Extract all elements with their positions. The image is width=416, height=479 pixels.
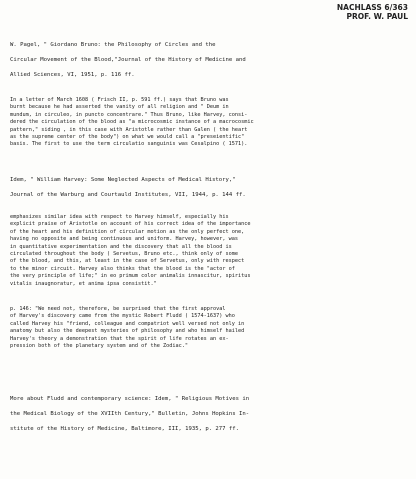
reference-pagel-bruno bbox=[10, 38, 406, 83]
text-line: In a letter of March 1608 ( Frisch II, p. 591 ff.) says that Bruno was bbox=[10, 97, 229, 103]
reference-pagel-harvey bbox=[10, 173, 406, 203]
text-line: stitute of the History of Medicine, Baltimore, III, 1935, p. 277 ff. bbox=[10, 426, 240, 432]
paragraph-harvey-aristotle bbox=[10, 214, 406, 288]
text-line: pression both of the planetary system and of the Zodiac." bbox=[10, 343, 189, 350]
text-line: Idem, " William Harvey: Some Neglected Aspects of Medical History," bbox=[10, 177, 236, 183]
text-line: anatomy but also the deepest mysteries of philosophy and who himself hailed bbox=[10, 328, 245, 335]
text-line: Allied Sciences, VI, 1951, p. 116 ff. bbox=[10, 72, 135, 78]
text-line: emphasizes similar idea with respect to Harvey himself, especially his bbox=[10, 214, 229, 220]
paragraph-fludd bbox=[10, 306, 406, 350]
text-line: More about Fludd and contemporary science: Idem, " Religious Motives in bbox=[10, 396, 250, 402]
stamp-line-2: PROF. W. PAUL bbox=[346, 12, 408, 21]
text-line: explicit praise of Aristotle on account of his correct idea of the importance bbox=[10, 221, 251, 228]
text-line: Circular Movement of the Blood,"Journal of the History of Medicine and bbox=[10, 57, 246, 63]
text-line: having no opposite and being continuous and uniform. Harvey, however, was bbox=[10, 236, 238, 243]
paragraph-more-about-fludd bbox=[10, 392, 406, 437]
text-line: vitalis inaugnoratur, et anima ipsa consistit." bbox=[10, 280, 157, 287]
archive-stamp bbox=[337, 3, 408, 21]
text-line: as the supreme center of the body") on what we would call a "preseientific" bbox=[10, 134, 245, 141]
text-line: of the heart and his definition of circular motion as the only perfect one, bbox=[10, 228, 245, 235]
stamp-line-1: NACHLASS 6/363 bbox=[336, 3, 408, 12]
text-line: W. Pagel, " Giordano Bruno: the Philosophy of Circles and the bbox=[10, 42, 216, 48]
text-line: of Harvey's discovery came from the mystic Robert Fludd ( 1574-1637) who bbox=[10, 313, 235, 320]
text-line: called Harvey his "friend, colleague and compatriot well versed not only in bbox=[10, 320, 245, 327]
text-line: burnt because he had asserted the vanity of all religion and " Deum in bbox=[10, 104, 229, 111]
text-line: Harvey's theory a demonstration that the spirit of life rotates an ex- bbox=[10, 335, 229, 342]
text-line: pattern," siding , in this case with Aristotle rather than Galen ( the heart bbox=[10, 126, 248, 133]
text-line: the Medical Biology of the XVIIth Century," Bulletin, Johns Hopkins In- bbox=[10, 411, 250, 417]
text-line: the very principle of life;" in eo primum color animalis innascitur, spiritus bbox=[10, 273, 251, 280]
text-line: dered the circulation of the blood as "a microcosmic instance of a macrocosmic bbox=[10, 119, 254, 126]
text-line: to the minor circuit. Harvey also thinks that the blood is the "actor of bbox=[10, 265, 235, 272]
text-line: basis. The first to use the term circulatio sanguinis was Cesalpino ( 1571). bbox=[10, 141, 248, 148]
text-line: mundum, in circuleo, in puncto concentrare." Thus Bruno, like Harvey, consi- bbox=[10, 111, 248, 118]
paragraph-bruno-letter bbox=[10, 97, 406, 149]
text-line: of the blood, and this, at least in the case of Servetus, only with respect bbox=[10, 258, 245, 265]
text-line: in quantitative experimentation and the discovery that all the blood is bbox=[10, 243, 232, 250]
text-line: Journal of the Warburg and Courtauld Institutes, VII, 1944, p. 144 ff. bbox=[10, 192, 246, 198]
text-line: circulated throughout the body ( Servetus, Bruno etc., think only of some bbox=[10, 251, 238, 258]
text-line: p. 146: "We need not, therefore, be surprised that the first approval bbox=[10, 306, 226, 312]
